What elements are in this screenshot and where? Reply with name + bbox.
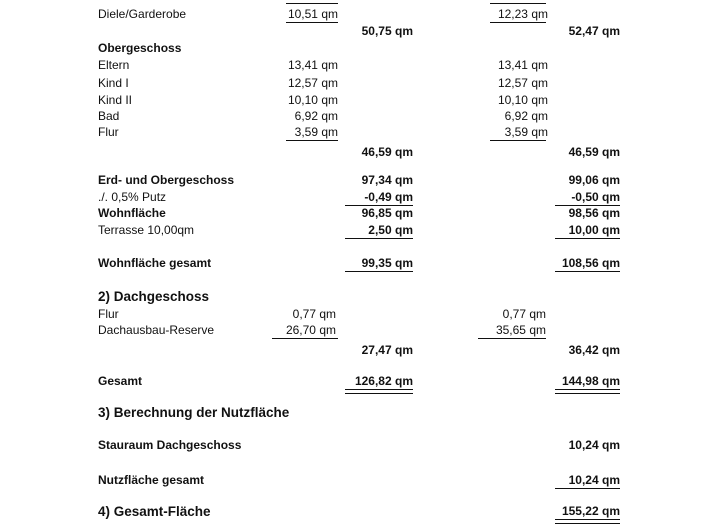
value-col1: 10,10 qm bbox=[287, 93, 338, 107]
underline-col1 bbox=[272, 338, 338, 339]
underline-col3 bbox=[490, 140, 546, 141]
row-label: Wohnfläche gesamt bbox=[98, 256, 212, 270]
row-label: Erd- und Obergeschoss bbox=[98, 173, 235, 187]
subtotal-col2: 46,59 qm bbox=[361, 145, 413, 159]
subtotal-col4: 99,06 qm bbox=[568, 173, 620, 187]
section-heading: 2) Dachgeschoss bbox=[98, 289, 210, 304]
row-label: Terrasse 10,00qm bbox=[98, 223, 195, 237]
row-label: Flur bbox=[98, 125, 119, 139]
value-col1: 13,41 qm bbox=[287, 58, 338, 72]
row-label: Kind I bbox=[98, 76, 129, 90]
underline-col4 bbox=[555, 488, 620, 489]
underline-col2 bbox=[345, 238, 413, 239]
subtotal-col4: 108,56 qm bbox=[561, 256, 620, 270]
row-label: Flur bbox=[98, 307, 119, 321]
subtotal-col2: 126,82 qm bbox=[354, 374, 413, 388]
value-col1: 12,57 qm bbox=[287, 76, 338, 90]
double-underline-col2 bbox=[345, 389, 413, 394]
value-col3: 6,92 qm bbox=[504, 109, 548, 123]
row-label: Kind II bbox=[98, 93, 133, 107]
underline-col3 bbox=[490, 22, 546, 23]
section-heading: 4) Gesamt-Fläche bbox=[98, 504, 211, 519]
value-col1: 3,59 qm bbox=[294, 125, 338, 139]
row-label: Bad bbox=[98, 109, 120, 123]
subtotal-col4: -0,50 qm bbox=[571, 190, 620, 204]
value-col1: 10,51 qm bbox=[287, 7, 338, 21]
row-label: Diele/Garderobe bbox=[98, 7, 187, 21]
row-label: Obergeschoss bbox=[98, 41, 182, 55]
subtotal-col2: 96,85 qm bbox=[361, 206, 413, 220]
value-col3: 12,23 qm bbox=[497, 7, 548, 21]
subtotal-col2: 99,35 qm bbox=[361, 256, 413, 270]
subtotal-col4: 36,42 qm bbox=[568, 343, 620, 357]
underline-col3 bbox=[478, 338, 546, 339]
subtotal-col4: 10,24 qm bbox=[568, 438, 620, 452]
underline-col1 bbox=[286, 140, 338, 141]
double-underline-col4 bbox=[555, 519, 620, 524]
row-label: Wohnfläche bbox=[98, 206, 166, 220]
subtotal-col2: 50,75 qm bbox=[361, 24, 413, 38]
row-label: Gesamt bbox=[98, 374, 143, 388]
subtotal-col4: 46,59 qm bbox=[568, 145, 620, 159]
subtotal-col4: 144,98 qm bbox=[561, 374, 620, 388]
underline-col1 bbox=[286, 22, 338, 23]
subtotal-col4: 52,47 qm bbox=[568, 24, 620, 38]
subtotal-col2: 97,34 qm bbox=[361, 173, 413, 187]
row-label: Stauraum Dachgeschoss bbox=[98, 438, 242, 452]
row-label: Eltern bbox=[98, 58, 130, 72]
row-label: Dachausbau-Reserve bbox=[98, 323, 215, 337]
row-label: ./. 0,5% Putz bbox=[98, 190, 167, 204]
row-label: Nutzfläche gesamt bbox=[98, 473, 205, 487]
value-col1: 0,77 qm bbox=[292, 307, 336, 321]
subtotal-col4: 155,22 qm bbox=[561, 504, 620, 518]
value-col3: 10,10 qm bbox=[497, 93, 548, 107]
value-col1: 26,70 qm bbox=[285, 323, 336, 337]
subtotal-col2: 27,47 qm bbox=[361, 343, 413, 357]
value-col3: 13,41 qm bbox=[497, 58, 548, 72]
underline-top-col3 bbox=[490, 3, 546, 4]
value-col3: 35,65 qm bbox=[495, 323, 546, 337]
value-col3: 0,77 qm bbox=[502, 307, 546, 321]
underline-col4 bbox=[555, 271, 620, 272]
value-col3: 12,57 qm bbox=[497, 76, 548, 90]
subtotal-col4: 10,00 qm bbox=[568, 223, 620, 237]
underline-col2 bbox=[345, 271, 413, 272]
subtotal-col4: 10,24 qm bbox=[568, 473, 620, 487]
section-heading: 3) Berechnung der Nutzfläche bbox=[98, 405, 290, 420]
underline-col4 bbox=[555, 238, 620, 239]
value-col3: 3,59 qm bbox=[504, 125, 548, 139]
subtotal-col2: -0,49 qm bbox=[364, 190, 413, 204]
subtotal-col2: 2,50 qm bbox=[368, 223, 413, 237]
underline-top-col1 bbox=[286, 3, 338, 4]
subtotal-col4: 98,56 qm bbox=[568, 206, 620, 220]
double-underline-col4 bbox=[555, 389, 620, 394]
value-col1: 6,92 qm bbox=[294, 109, 338, 123]
